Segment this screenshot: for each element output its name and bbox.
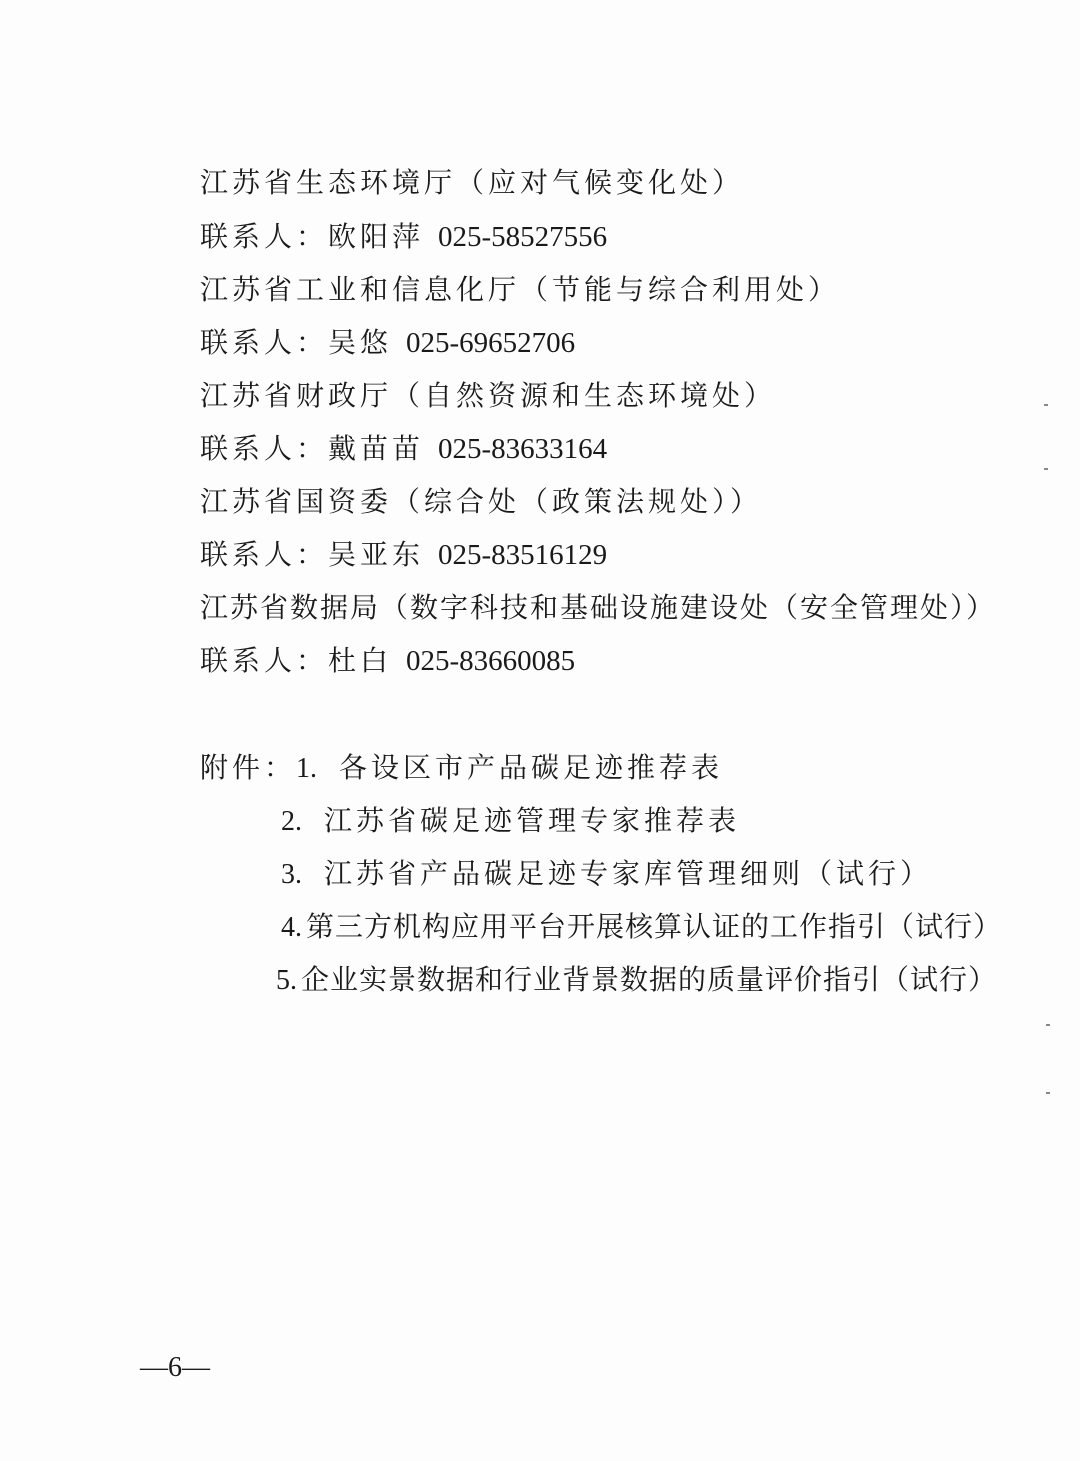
- contact-org-5: 江苏省数据局（数字科技和基础设施建设处（安全管理处））: [200, 591, 997, 624]
- contact-person-2: 联系人：吴悠: [200, 326, 393, 359]
- attachment-num-2: 2.: [281, 806, 302, 837]
- attachment-item-4: [281, 909, 1002, 946]
- attachment-num-5: 5.: [276, 965, 297, 996]
- contact-phone-5: 025-83660085: [406, 645, 576, 677]
- contact-phone-4: 025-83516129: [438, 539, 608, 571]
- contact-line-2: [200, 325, 575, 361]
- attachment-item-2: [281, 803, 740, 840]
- contact-line-1: [200, 219, 607, 255]
- page-number: —6—: [140, 1352, 210, 1383]
- contact-org-2: 江苏省工业和信息化厅（节能与综合利用处）: [200, 273, 841, 306]
- attachment-item-5: [276, 962, 997, 999]
- attachment-title-5: 企业实景数据和行业背景数据的质量评价指引（试行）: [301, 963, 998, 996]
- contact-org-4: 江苏省国资委（综合处（政策法规处））: [200, 485, 763, 518]
- attachment-num-4: 4.: [281, 912, 302, 943]
- contact-phone-1: 025-58527556: [438, 221, 608, 253]
- contact-person-3: 联系人：戴苗苗: [200, 432, 425, 465]
- contact-person-4: 联系人：吴亚东: [200, 538, 425, 571]
- contact-phone-2: 025-69652706: [406, 327, 576, 359]
- attachment-item-3: [281, 856, 932, 893]
- contact-line-4: [200, 537, 607, 573]
- attachment-title-3: 江苏省产品碳足迹专家库管理细则（试行）: [324, 857, 933, 890]
- contact-org-3: 江苏省财政厅（自然资源和生态环境处）: [200, 379, 777, 412]
- attachment-prefix: 附件：: [200, 751, 297, 784]
- contact-phone-3: 025-83633164: [438, 433, 608, 465]
- scan-speck: [1044, 468, 1048, 470]
- scan-speck: [1046, 1092, 1050, 1094]
- attachment-title-2: 江苏省碳足迹管理专家推荐表: [324, 804, 741, 837]
- contact-line-5: [200, 643, 575, 679]
- contact-person-5: 联系人：杜白: [200, 644, 393, 677]
- contact-line-3: [200, 431, 607, 467]
- attachment-title-4: 第三方机构应用平台开展核算认证的工作指引（试行）: [306, 910, 1003, 943]
- contact-person-1: 联系人：欧阳萍: [200, 220, 425, 253]
- attachment-num-1: 1.: [296, 753, 318, 784]
- attachment-item-1: [200, 750, 723, 787]
- attachment-num-3: 3.: [281, 859, 302, 890]
- scan-speck: [1046, 1024, 1050, 1026]
- attachment-title-1: 各设区市产品碳足迹推荐表: [339, 751, 724, 784]
- contact-org-1: 江苏省生态环境厅（应对气候变化处）: [200, 166, 745, 199]
- scan-speck: [1044, 404, 1048, 406]
